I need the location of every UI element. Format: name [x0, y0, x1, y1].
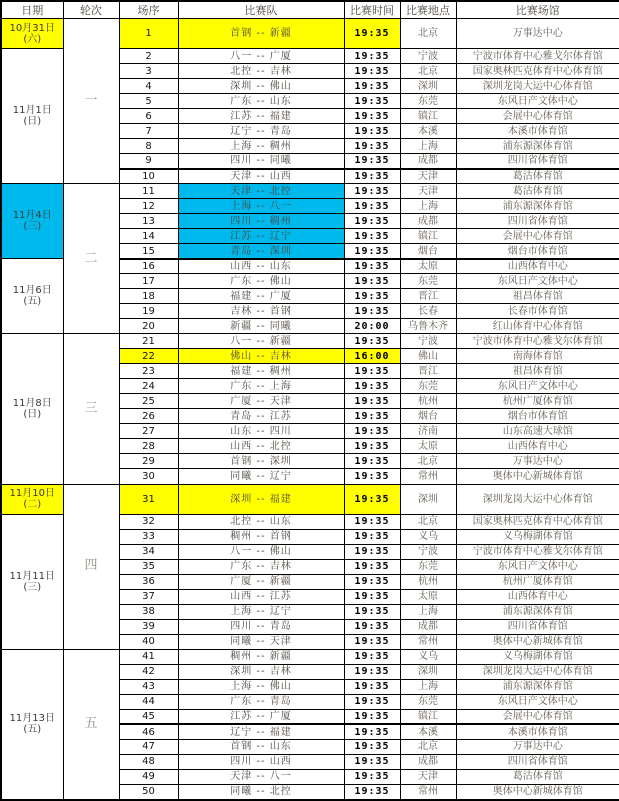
- teams-cell: 北控 -- 吉林: [178, 64, 344, 79]
- match-no-cell: 44: [119, 694, 178, 709]
- teams-cell: 同曦 -- 北控: [178, 784, 344, 800]
- weekday-label: (三): [23, 581, 42, 593]
- time-cell: 19:35: [344, 679, 400, 694]
- city-cell: 常州: [400, 634, 456, 649]
- teams-cell: 深圳 -- 福建: [178, 484, 344, 514]
- teams-cell: 辽宁 -- 福建: [178, 724, 344, 739]
- venue-cell: 浦东源深体育馆: [456, 199, 619, 214]
- weekday-label: (五): [23, 296, 42, 308]
- city-cell: 天津: [400, 184, 456, 199]
- time-cell: 19:35: [344, 439, 400, 454]
- city-cell: 上海: [400, 679, 456, 694]
- venue-cell: 国家奥林匹克体育中心体育馆: [456, 64, 619, 79]
- city-cell: 北京: [400, 454, 456, 469]
- time-cell: 19:35: [344, 19, 400, 49]
- venue-cell: 山西体育中心: [456, 439, 619, 454]
- teams-cell: 同曦 -- 天津: [178, 634, 344, 649]
- match-no-cell: 38: [119, 604, 178, 619]
- match-no-cell: 9: [119, 154, 178, 169]
- match-no-cell: 15: [119, 244, 178, 259]
- city-cell: 本溪: [400, 724, 456, 739]
- time-cell: 19:35: [344, 229, 400, 244]
- time-cell: 19:35: [344, 394, 400, 409]
- city-cell: 东莞: [400, 379, 456, 394]
- teams-cell: 稠州 -- 新疆: [178, 649, 344, 664]
- venue-cell: 山西体育中心: [456, 259, 619, 274]
- venue-cell: 宁波市体育中心雅戈尔体育馆: [456, 544, 619, 559]
- venue-cell: 奥体中心新城体育馆: [456, 784, 619, 800]
- teams-cell: 上海 -- 佛山: [178, 679, 344, 694]
- time-cell: 19:35: [344, 274, 400, 289]
- time-cell: 19:35: [344, 694, 400, 709]
- city-cell: 北京: [400, 64, 456, 79]
- date-cell: [1, 514, 63, 649]
- city-cell: 成都: [400, 619, 456, 634]
- teams-cell: 山东 -- 四川: [178, 424, 344, 439]
- weekday-label: (二): [23, 499, 42, 511]
- round-cell: 二: [63, 184, 119, 334]
- city-cell: 宁波: [400, 544, 456, 559]
- round-cell: 四: [63, 484, 119, 649]
- city-cell: 深圳: [400, 664, 456, 679]
- venue-cell: 会展中心体育馆: [456, 229, 619, 244]
- city-cell: 深圳: [400, 79, 456, 94]
- match-no-cell: 40: [119, 634, 178, 649]
- teams-cell: 八一 -- 新疆: [178, 334, 344, 349]
- match-no-cell: 26: [119, 409, 178, 424]
- col-header-time: 比赛时间: [344, 1, 400, 19]
- time-cell: 19:35: [344, 259, 400, 274]
- venue-cell: 东风日产文体中心: [456, 559, 619, 574]
- time-cell: 19:35: [344, 169, 400, 184]
- match-no-cell: 46: [119, 724, 178, 739]
- teams-cell: 福建 -- 稠州: [178, 364, 344, 379]
- match-no-cell: 47: [119, 739, 178, 754]
- time-cell: 19:35: [344, 214, 400, 229]
- venue-cell: 葛沽体育馆: [456, 769, 619, 784]
- teams-cell: 上海 -- 辽宁: [178, 604, 344, 619]
- time-cell: 19:35: [344, 589, 400, 604]
- time-cell: 19:35: [344, 529, 400, 544]
- col-header-round: 轮次: [63, 1, 119, 19]
- city-cell: 镇江: [400, 709, 456, 724]
- match-no-cell: 41: [119, 649, 178, 664]
- time-cell: 19:35: [344, 379, 400, 394]
- teams-cell: 佛山 -- 吉林: [178, 349, 344, 364]
- match-no-cell: 17: [119, 274, 178, 289]
- date-label: 11月10日: [9, 488, 55, 500]
- time-cell: 19:35: [344, 709, 400, 724]
- match-no-cell: 10: [119, 169, 178, 184]
- teams-cell: 山西 -- 江苏: [178, 589, 344, 604]
- match-no-cell: 4: [119, 79, 178, 94]
- venue-cell: 红山体育中心体育馆: [456, 319, 619, 334]
- match-no-cell: 49: [119, 769, 178, 784]
- time-cell: 19:35: [344, 424, 400, 439]
- venue-cell: 长春市体育馆: [456, 304, 619, 319]
- venue-cell: 祖昌体育馆: [456, 289, 619, 304]
- time-cell: 19:35: [344, 724, 400, 739]
- venue-cell: 深圳龙岗大运中心体育馆: [456, 484, 619, 514]
- venue-cell: 烟台市体育馆: [456, 409, 619, 424]
- venue-cell: 祖昌体育馆: [456, 364, 619, 379]
- venue-cell: 东风日产文体中心: [456, 274, 619, 289]
- time-cell: 19:35: [344, 64, 400, 79]
- date-cell: [1, 334, 63, 484]
- time-cell: 16:00: [344, 349, 400, 364]
- time-cell: 19:35: [344, 334, 400, 349]
- time-cell: 19:35: [344, 244, 400, 259]
- venue-cell: 四川省体育馆: [456, 214, 619, 229]
- city-cell: 烟台: [400, 244, 456, 259]
- match-no-cell: 37: [119, 589, 178, 604]
- match-no-cell: 12: [119, 199, 178, 214]
- venue-cell: 东风日产文体中心: [456, 379, 619, 394]
- date-label: 11月8日: [12, 397, 52, 409]
- teams-cell: 青岛 -- 江苏: [178, 409, 344, 424]
- time-cell: 19:35: [344, 124, 400, 139]
- city-cell: 北京: [400, 19, 456, 49]
- teams-cell: 首钢 -- 山东: [178, 739, 344, 754]
- city-cell: 上海: [400, 604, 456, 619]
- city-cell: 太原: [400, 589, 456, 604]
- time-cell: 19:35: [344, 739, 400, 754]
- venue-cell: 万事达中心: [456, 454, 619, 469]
- header-row: [1, 1, 619, 19]
- venue-cell: 宁波市体育中心雅戈尔体育馆: [456, 49, 619, 64]
- time-cell: 19:35: [344, 649, 400, 664]
- time-cell: 19:35: [344, 604, 400, 619]
- teams-cell: 北控 -- 山东: [178, 514, 344, 529]
- schedule-body: [1, 19, 619, 801]
- venue-cell: 葛沽体育馆: [456, 184, 619, 199]
- match-no-cell: 16: [119, 259, 178, 274]
- city-cell: 晋江: [400, 289, 456, 304]
- time-cell: 19:35: [344, 544, 400, 559]
- col-header-venue: 比赛场馆: [456, 1, 619, 19]
- match-no-cell: 33: [119, 529, 178, 544]
- time-cell: 19:35: [344, 364, 400, 379]
- city-cell: 镇江: [400, 229, 456, 244]
- venue-cell: 深圳龙岗大运中心体育馆: [456, 79, 619, 94]
- match-no-cell: 14: [119, 229, 178, 244]
- time-cell: 19:35: [344, 409, 400, 424]
- teams-cell: 广东 -- 吉林: [178, 559, 344, 574]
- venue-cell: 山西体育中心: [456, 589, 619, 604]
- venue-cell: 会展中心体育馆: [456, 109, 619, 124]
- col-header-city: 比赛地点: [400, 1, 456, 19]
- col-header-match-no: 场序: [119, 1, 178, 19]
- teams-cell: 深圳 -- 佛山: [178, 79, 344, 94]
- match-no-cell: 5: [119, 94, 178, 109]
- match-no-cell: 50: [119, 784, 178, 800]
- city-cell: 义乌: [400, 649, 456, 664]
- round-cell: 一: [63, 19, 119, 184]
- teams-cell: 首钢 -- 深圳: [178, 454, 344, 469]
- city-cell: 长春: [400, 304, 456, 319]
- time-cell: 19:35: [344, 574, 400, 589]
- date-cell: [1, 19, 63, 49]
- city-cell: 成都: [400, 754, 456, 769]
- date-cell: [1, 649, 63, 800]
- city-cell: 宁波: [400, 49, 456, 64]
- date-cell: [1, 184, 63, 259]
- venue-cell: 杭州广厦体育馆: [456, 574, 619, 589]
- teams-cell: 四川 -- 山西: [178, 754, 344, 769]
- city-cell: 天津: [400, 769, 456, 784]
- venue-cell: 浦东源深体育馆: [456, 679, 619, 694]
- city-cell: 东莞: [400, 94, 456, 109]
- city-cell: 太原: [400, 439, 456, 454]
- teams-cell: 江苏 -- 福建: [178, 109, 344, 124]
- city-cell: 义乌: [400, 529, 456, 544]
- time-cell: 19:35: [344, 49, 400, 64]
- city-cell: 上海: [400, 199, 456, 214]
- time-cell: 19:35: [344, 184, 400, 199]
- schedule-row: [1, 184, 619, 199]
- match-no-cell: 29: [119, 454, 178, 469]
- time-cell: 19:35: [344, 94, 400, 109]
- weekday-label: (六): [23, 33, 42, 45]
- teams-cell: 福建 -- 广厦: [178, 289, 344, 304]
- teams-cell: 上海 -- 稠州: [178, 139, 344, 154]
- match-no-cell: 32: [119, 514, 178, 529]
- teams-cell: 广东 -- 山东: [178, 94, 344, 109]
- date-label: 11月4日: [12, 210, 52, 222]
- venue-cell: 义乌梅湖体育馆: [456, 529, 619, 544]
- venue-cell: 国家奥林匹克体育中心体育馆: [456, 514, 619, 529]
- city-cell: 成都: [400, 154, 456, 169]
- venue-cell: 宁波市体育中心雅戈尔体育馆: [456, 334, 619, 349]
- teams-cell: 上海 -- 八一: [178, 199, 344, 214]
- teams-cell: 天津 -- 北控: [178, 184, 344, 199]
- venue-cell: 万事达中心: [456, 739, 619, 754]
- match-no-cell: 11: [119, 184, 178, 199]
- date-cell: [1, 259, 63, 334]
- teams-cell: 八一 -- 佛山: [178, 544, 344, 559]
- venue-cell: 四川省体育馆: [456, 619, 619, 634]
- time-cell: 19:35: [344, 109, 400, 124]
- time-cell: 19:35: [344, 784, 400, 800]
- time-cell: 19:35: [344, 664, 400, 679]
- time-cell: 19:35: [344, 469, 400, 484]
- schedule-row: [1, 649, 619, 664]
- teams-cell: 江苏 -- 广厦: [178, 709, 344, 724]
- venue-cell: 本溪市体育馆: [456, 724, 619, 739]
- time-cell: 19:35: [344, 754, 400, 769]
- teams-cell: 广东 -- 上海: [178, 379, 344, 394]
- match-no-cell: 2: [119, 49, 178, 64]
- teams-cell: 广厦 -- 天津: [178, 394, 344, 409]
- match-no-cell: 13: [119, 214, 178, 229]
- teams-cell: 同曦 -- 辽宁: [178, 469, 344, 484]
- venue-cell: 浦东源深体育馆: [456, 139, 619, 154]
- match-no-cell: 19: [119, 304, 178, 319]
- date-cell: [1, 484, 63, 514]
- time-cell: 19:35: [344, 619, 400, 634]
- match-no-cell: 28: [119, 439, 178, 454]
- teams-cell: 青岛 -- 深圳: [178, 244, 344, 259]
- time-cell: 19:35: [344, 304, 400, 319]
- teams-cell: 山西 -- 北控: [178, 439, 344, 454]
- teams-cell: 天津 -- 山西: [178, 169, 344, 184]
- schedule-row: [1, 484, 619, 514]
- teams-cell: 吉林 -- 首钢: [178, 304, 344, 319]
- match-no-cell: 39: [119, 619, 178, 634]
- date-label: 11月13日: [9, 713, 55, 725]
- teams-cell: 四川 -- 青岛: [178, 619, 344, 634]
- venue-cell: 杭州广厦体育馆: [456, 394, 619, 409]
- city-cell: 济南: [400, 424, 456, 439]
- teams-cell: 四川 -- 稠州: [178, 214, 344, 229]
- teams-cell: 广东 -- 青岛: [178, 694, 344, 709]
- time-cell: 19:35: [344, 139, 400, 154]
- city-cell: 宁波: [400, 334, 456, 349]
- venue-cell: 义乌梅湖体育馆: [456, 649, 619, 664]
- city-cell: 常州: [400, 469, 456, 484]
- venue-cell: 烟台市体育馆: [456, 244, 619, 259]
- teams-cell: 稠州 -- 首钢: [178, 529, 344, 544]
- time-cell: 19:35: [344, 79, 400, 94]
- teams-cell: 辽宁 -- 青岛: [178, 124, 344, 139]
- match-no-cell: 45: [119, 709, 178, 724]
- city-cell: 太原: [400, 259, 456, 274]
- city-cell: 常州: [400, 784, 456, 800]
- date-label: 11月6日: [12, 285, 52, 297]
- time-cell: 19:35: [344, 454, 400, 469]
- venue-cell: 会展中心体育馆: [456, 709, 619, 724]
- match-no-cell: 6: [119, 109, 178, 124]
- venue-cell: 本溪市体育馆: [456, 124, 619, 139]
- city-cell: 烟台: [400, 409, 456, 424]
- match-no-cell: 3: [119, 64, 178, 79]
- city-cell: 东莞: [400, 694, 456, 709]
- match-no-cell: 43: [119, 679, 178, 694]
- venue-cell: 南海体育馆: [456, 349, 619, 364]
- time-cell: 19:35: [344, 154, 400, 169]
- venue-cell: 奥体中心新城体育馆: [456, 469, 619, 484]
- teams-cell: 山西 -- 山东: [178, 259, 344, 274]
- match-no-cell: 8: [119, 139, 178, 154]
- time-cell: 19:35: [344, 769, 400, 784]
- match-no-cell: 30: [119, 469, 178, 484]
- time-cell: 19:35: [344, 199, 400, 214]
- col-header-teams: 比赛队: [178, 1, 344, 19]
- match-no-cell: 24: [119, 379, 178, 394]
- match-no-cell: 34: [119, 544, 178, 559]
- teams-cell: 广东 -- 佛山: [178, 274, 344, 289]
- venue-cell: 葛沽体育馆: [456, 169, 619, 184]
- city-cell: 上海: [400, 139, 456, 154]
- venue-cell: 万事达中心: [456, 19, 619, 49]
- weekday-label: (三): [23, 221, 42, 233]
- match-no-cell: 42: [119, 664, 178, 679]
- city-cell: 晋江: [400, 364, 456, 379]
- venue-cell: 东风日产文体中心: [456, 694, 619, 709]
- city-cell: 天津: [400, 169, 456, 184]
- venue-cell: 四川省体育馆: [456, 754, 619, 769]
- match-no-cell: 1: [119, 19, 178, 49]
- match-no-cell: 20: [119, 319, 178, 334]
- teams-cell: 首钢 -- 新疆: [178, 19, 344, 49]
- venue-cell: 深圳龙岗大运中心体育馆: [456, 664, 619, 679]
- match-no-cell: 21: [119, 334, 178, 349]
- time-cell: 19:35: [344, 514, 400, 529]
- city-cell: 本溪: [400, 124, 456, 139]
- date-cell: [1, 49, 63, 184]
- round-cell: 五: [63, 649, 119, 800]
- match-no-cell: 35: [119, 559, 178, 574]
- city-cell: 东莞: [400, 559, 456, 574]
- city-cell: 乌鲁木齐: [400, 319, 456, 334]
- venue-cell: 浦东源深体育馆: [456, 604, 619, 619]
- venue-cell: 东风日产文体中心: [456, 94, 619, 109]
- match-no-cell: 48: [119, 754, 178, 769]
- teams-cell: 四川 -- 同曦: [178, 154, 344, 169]
- teams-cell: 新疆 -- 同曦: [178, 319, 344, 334]
- teams-cell: 天津 -- 八一: [178, 769, 344, 784]
- time-cell: 19:35: [344, 289, 400, 304]
- venue-cell: 山东高速大球馆: [456, 424, 619, 439]
- city-cell: 杭州: [400, 574, 456, 589]
- date-label: 11月11日: [9, 570, 55, 582]
- time-cell: 20:00: [344, 319, 400, 334]
- date-label: 11月1日: [12, 105, 52, 117]
- match-no-cell: 31: [119, 484, 178, 514]
- city-cell: 北京: [400, 739, 456, 754]
- teams-cell: 江苏 -- 辽宁: [178, 229, 344, 244]
- match-no-cell: 18: [119, 289, 178, 304]
- schedule-row: [1, 334, 619, 349]
- time-cell: 19:35: [344, 634, 400, 649]
- table-header: [1, 1, 619, 19]
- schedule-row: [1, 19, 619, 49]
- match-no-cell: 25: [119, 394, 178, 409]
- city-cell: 佛山: [400, 349, 456, 364]
- venue-cell: 四川省体育馆: [456, 154, 619, 169]
- city-cell: 北京: [400, 514, 456, 529]
- teams-cell: 八一 -- 广厦: [178, 49, 344, 64]
- city-cell: 深圳: [400, 484, 456, 514]
- weekday-label: (日): [23, 116, 42, 128]
- match-no-cell: 23: [119, 364, 178, 379]
- date-label: 10月31日: [9, 22, 55, 34]
- col-header-date: 日期: [1, 1, 63, 19]
- teams-cell: 广厦 -- 新疆: [178, 574, 344, 589]
- match-no-cell: 22: [119, 349, 178, 364]
- match-no-cell: 7: [119, 124, 178, 139]
- time-cell: 19:35: [344, 559, 400, 574]
- city-cell: 成都: [400, 214, 456, 229]
- round-cell: 三: [63, 334, 119, 484]
- match-no-cell: 36: [119, 574, 178, 589]
- city-cell: 镇江: [400, 109, 456, 124]
- time-cell: 19:35: [344, 484, 400, 514]
- match-no-cell: 27: [119, 424, 178, 439]
- city-cell: 东莞: [400, 274, 456, 289]
- teams-cell: 深圳 -- 吉林: [178, 664, 344, 679]
- venue-cell: 奥体中心新城体育馆: [456, 634, 619, 649]
- weekday-label: (日): [23, 408, 42, 420]
- weekday-label: (五): [23, 724, 42, 736]
- city-cell: 杭州: [400, 394, 456, 409]
